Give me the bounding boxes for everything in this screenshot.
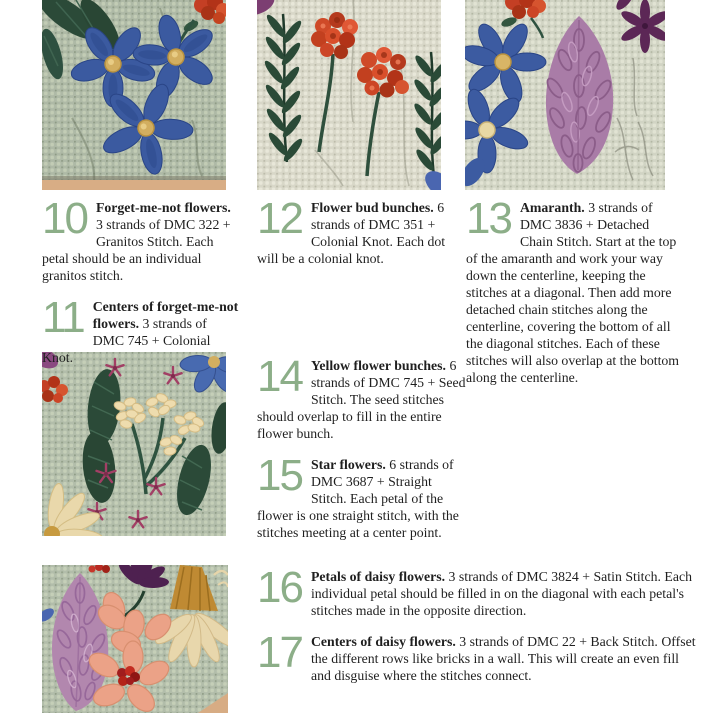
step-number: 12	[257, 194, 302, 243]
step-12	[257, 194, 461, 267]
step-number: 15	[257, 451, 302, 500]
step-number: 11	[42, 293, 84, 342]
step-title: Centers of daisy flowers.	[310, 634, 456, 649]
step-number: 10	[42, 194, 87, 243]
steps-column-5	[257, 563, 701, 698]
step-17	[257, 628, 701, 684]
step-15	[257, 451, 470, 541]
step-title: Flower bud bunches.	[310, 200, 434, 215]
step-number: 17	[257, 628, 302, 677]
steps-column-2	[257, 194, 461, 281]
step-body: 3 strands of DMC 22 + Back Stitch. Offset the different rows like bricks in a wall. This will create an even fill and disguise where the stitches connect.	[310, 634, 696, 683]
steps-column-3	[466, 194, 682, 400]
step-13	[466, 194, 682, 386]
step-text	[257, 352, 470, 442]
step-body: 3 strands of DMC 3836 + Detached Chain Stitch. Start at the top of the amaranth and work your way down the centerline, keeping the stitches at a diagonal. Then add more detached chain stitches along the centerline, covering the bottom of all the diagonal stitches. Each of these stitches will also overlap at the bottom along the centerline.	[466, 200, 680, 385]
step-title: Petals of daisy flowers.	[310, 569, 446, 584]
step-body: 6 strands of DMC 3687 + Straight Stitch. Each petal of the flower is one straight stitch, with the stitches meeting at a center point.	[257, 457, 459, 540]
step-text	[257, 194, 461, 267]
step-text	[466, 194, 682, 386]
daisy-flowers-photo	[42, 565, 228, 713]
amaranth-photo	[465, 0, 665, 190]
step-text	[257, 563, 701, 619]
step-text	[257, 628, 701, 684]
step-title: Centers of forget-me-not flowers.	[92, 299, 239, 331]
step-16	[257, 563, 701, 619]
step-body: 3 strands of DMC 3824 + Satin Stitch. Each individual petal should be filled in on the diagonal with each petal's stitches made in the opposite direction.	[310, 569, 692, 618]
step-body: 3 strands of DMC 322 + Granitos Stitch. Each petal should be an individual granitos stitch.	[42, 217, 231, 283]
step-10	[42, 194, 240, 284]
step-text	[42, 293, 240, 366]
step-body: 6 strands of DMC 351 + Colonial Knot. Each dot will be a colonial knot.	[257, 200, 446, 266]
flower-bud-bunches-photo	[257, 0, 441, 190]
steps-column-1	[42, 194, 240, 380]
step-title: Forget-me-not flowers.	[95, 200, 231, 215]
step-title: Amaranth.	[519, 200, 585, 215]
step-body: 6 strands of DMC 745 + Seed Stitch. The seed stitches should overlap to fill in the entire flower bunch.	[257, 358, 466, 441]
step-body: 3 strands of DMC 745 + Colonial Knot.	[42, 316, 211, 365]
step-number: 13	[466, 194, 511, 243]
step-text	[257, 451, 470, 541]
forget-me-not-flowers-photo	[42, 0, 226, 190]
step-title: Star flowers.	[310, 457, 386, 472]
step-number: 16	[257, 563, 302, 612]
step-number: 14	[257, 352, 302, 401]
hoop-edge	[42, 176, 226, 190]
step-text	[42, 194, 240, 284]
step-11	[42, 293, 240, 366]
steps-column-4	[257, 352, 470, 555]
step-14	[257, 352, 470, 442]
step-title: Yellow flower bunches.	[310, 358, 446, 373]
